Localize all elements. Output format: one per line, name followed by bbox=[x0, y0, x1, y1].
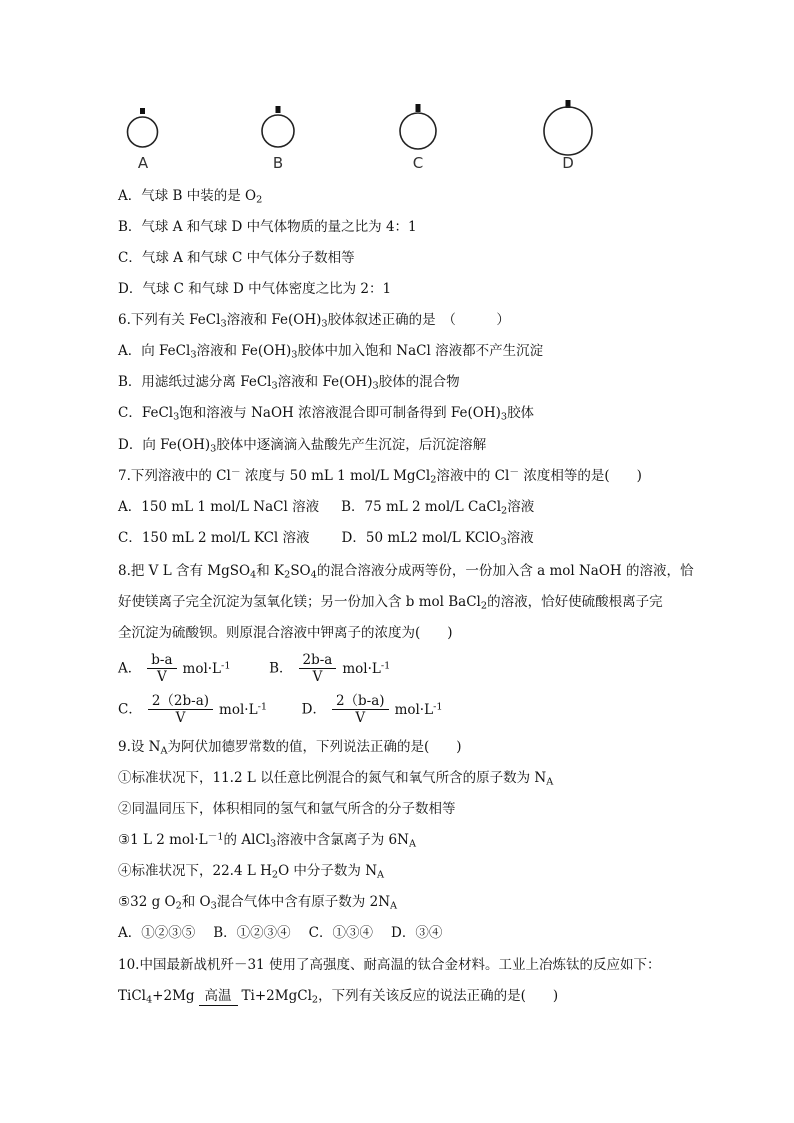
reaction-condition: 高温 bbox=[199, 987, 238, 1006]
balloon-a bbox=[126, 108, 160, 172]
q8-options-cd bbox=[118, 692, 443, 727]
balloon-c bbox=[398, 104, 438, 172]
q7-options-ab bbox=[118, 497, 534, 517]
q5-option-b: B．气球 A 和气球 D 中气体物质的量之比为 4：1 bbox=[118, 219, 417, 235]
q6-option-b: B．用滤纸过滤分离 FeCl$_3$溶液和 $Fe(OH)_3$胶体的混合物 bbox=[118, 374, 460, 392]
q7-option-a: A．150 mL 1 mol/L NaCl 溶液 bbox=[118, 499, 320, 515]
q10-stem-line2: TiCl$_4$+2Mg 高温 Ti+2MgCl$_2$，下列有关该反应的说法正确的是( ) bbox=[118, 988, 559, 1006]
q7-options-cd bbox=[118, 528, 534, 548]
balloons-figure bbox=[118, 100, 608, 180]
q8-option-d: D． $\frac{2(b-a)}{V}$ $mol\cdot L^{-1}$ bbox=[301, 693, 443, 726]
balloon-b-label: B bbox=[272, 154, 284, 172]
q10-stem-line1: 10.中国最新战机歼－31 使用了高强度、耐高温的钛合金材料。工业上冶炼钛的反应如下： bbox=[118, 957, 661, 973]
q5-option-d: D．气球 C 和气球 D 中气体密度之比为 2：1 bbox=[118, 281, 392, 297]
q5-option-c: C．气球 A 和气球 C 中气体分子数相等 bbox=[118, 250, 355, 266]
balloon-d-icon bbox=[540, 100, 596, 156]
q8-stem-line3: 全沉淀为硫酸钡。则原混合溶液中钾离子的浓度为( ) bbox=[118, 625, 453, 641]
balloon-a-label: A bbox=[137, 154, 149, 172]
q5-option-a: A．气球 B 中装的是 $O_2$ bbox=[118, 188, 263, 206]
q8-stem-line2: 好使镁离子完全沉淀为氢氧化镁；另一份加入含 b mol BaCl$_2$的溶液，恰好使硫酸根离子完 bbox=[118, 594, 663, 612]
balloon-d bbox=[540, 100, 596, 172]
balloon-a-icon bbox=[126, 108, 160, 152]
q8-stem-line1: 8.把 V L 含有 MgSO$_4$和 $K_2SO_4$的混合溶液分成两等份，一份加入含 a mol NaOH 的溶液，恰 bbox=[118, 563, 694, 581]
q6-stem: 6.下列有关 FeCl$_3$溶液和 $Fe(OH)_3$胶体叙述正确的是 （ ） bbox=[118, 312, 510, 330]
balloon-c-label: C bbox=[412, 154, 424, 172]
q8-option-b: B． $\frac{2b-a}{V}$ $mol\cdot L^{-1}$ bbox=[269, 652, 391, 685]
q6-option-d: D．向 $Fe(OH)_3$胶体中逐滴滴入盐酸先产生沉淀，后沉淀溶解 bbox=[118, 437, 487, 455]
q6-option-a: A．向 FeCl$_3$溶液和 $Fe(OH)_3$胶体中加入饱和 NaCl 溶液都不产生沉淀 bbox=[118, 343, 544, 361]
q9-item-4: ④标准状况下，22.4 L $H_2O$ 中分子数为 $N_A$ bbox=[118, 863, 385, 881]
q9-item-5: ⑤32 g $O_2$和 $O_3$混合气体中含有原子数为 $2N_A$ bbox=[118, 894, 398, 912]
q7-stem: 7.下列溶液中的 Cl－ 浓度与 50 mL 1 mol/L MgCl$_2$溶液中的 Cl－ 浓度相等的是( ) bbox=[118, 467, 642, 486]
q8-option-c: C． $\frac{2(2b-a)}{V}$ $mol\cdot L^{-1}$ bbox=[118, 693, 268, 726]
balloon-c-icon bbox=[398, 104, 438, 152]
q9-item-1: ①标准状况下，11.2 L 以任意比例混合的氮气和氧气所含的原子数为 $N_A$ bbox=[118, 770, 554, 788]
q9-option-b: B．①②③④ bbox=[213, 925, 291, 941]
q9-item-3: ③1 L 2 $mol\cdot L^{-1}$的 AlCl$_3$溶液中含氯离子为 $6N_A$ bbox=[118, 831, 416, 850]
q9-stem: 9.设 $N_A$为阿伏加德罗常数的值，下列说法正确的是( ) bbox=[118, 739, 462, 757]
q8-option-a: A． $\frac{b-a}{V}$ $mol\cdot L^{-1}$ bbox=[118, 652, 231, 685]
q6-option-c: C．FeCl$_3$饱和溶液与 NaOH 浓溶液混合即可制备得到 $Fe(OH)_3$胶体 bbox=[118, 405, 535, 423]
balloon-d-label: D bbox=[562, 154, 574, 172]
q7-option-b: B．75 mL 2 mol/L CaCl$_2$溶液 bbox=[341, 499, 535, 517]
q8-options-ab bbox=[118, 651, 390, 686]
q7-option-d: D．50 mL2 mol/L KClO$_3$溶液 bbox=[341, 530, 534, 548]
balloon-b bbox=[260, 106, 296, 172]
q9-option-d: D．③④ bbox=[391, 925, 443, 941]
q9-options bbox=[118, 923, 442, 943]
q7-option-c: C．150 mL 2 mol/L KCl 溶液 bbox=[118, 530, 310, 546]
q9-option-c: C．①③④ bbox=[308, 925, 374, 941]
q9-item-2: ②同温同压下，体积相同的氢气和氩气所含的分子数相等 bbox=[118, 801, 456, 817]
q9-option-a: A．①②③⑤ bbox=[118, 925, 196, 941]
balloon-b-icon bbox=[260, 106, 296, 152]
